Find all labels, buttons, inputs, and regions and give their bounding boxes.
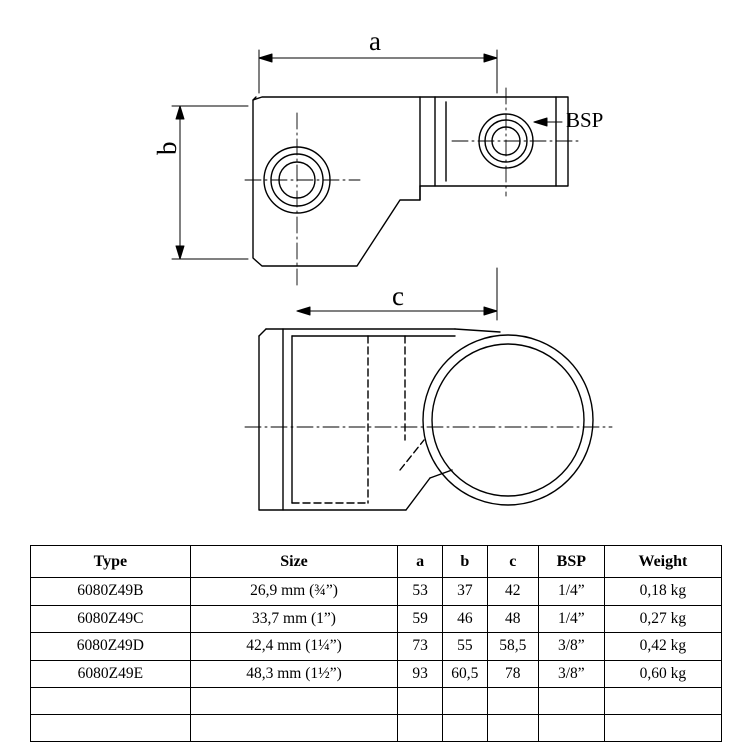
- cell-weight: 0,27 kg: [604, 605, 721, 632]
- cell-b: 55: [443, 633, 488, 660]
- cell-bsp: 1/4”: [538, 605, 604, 632]
- cell-a: 73: [398, 633, 443, 660]
- cell-type: 6080Z49D: [31, 633, 191, 660]
- top-view-body: [253, 97, 568, 266]
- cell-empty: [398, 688, 443, 715]
- cell-size: 42,4 mm (1¼”): [190, 633, 398, 660]
- cell-b: 37: [443, 578, 488, 605]
- cell-c: 48: [487, 605, 538, 632]
- cell-type: 6080Z49C: [31, 605, 191, 632]
- cell-empty: [604, 688, 721, 715]
- cell-empty: [443, 688, 488, 715]
- column-header-size: Size: [190, 546, 398, 578]
- dimension-label-b: b: [152, 141, 182, 155]
- cell-empty: [487, 688, 538, 715]
- cell-weight: 0,60 kg: [604, 660, 721, 687]
- dimension-label-a: a: [369, 26, 381, 56]
- cell-c: 78: [487, 660, 538, 687]
- cell-weight: 0,18 kg: [604, 578, 721, 605]
- cell-empty: [190, 688, 398, 715]
- cell-c: 58,5: [487, 633, 538, 660]
- cell-a: 59: [398, 605, 443, 632]
- cell-c: 42: [487, 578, 538, 605]
- cell-type: 6080Z49E: [31, 660, 191, 687]
- table-row: [31, 660, 722, 687]
- cell-empty: [31, 688, 191, 715]
- column-header-b: b: [443, 546, 488, 578]
- cell-empty: [538, 715, 604, 742]
- column-header-weight: Weight: [604, 546, 721, 578]
- cell-size: 48,3 mm (1½”): [190, 660, 398, 687]
- cell-empty: [31, 715, 191, 742]
- cell-empty: [398, 715, 443, 742]
- cell-size: 26,9 mm (¾”): [190, 578, 398, 605]
- bsp-leader: [534, 118, 562, 126]
- cell-size: 33,7 mm (1”): [190, 605, 398, 632]
- cell-a: 93: [398, 660, 443, 687]
- side-view-body: [259, 329, 500, 510]
- column-header-bsp: BSP: [538, 546, 604, 578]
- cell-empty: [604, 715, 721, 742]
- table-header-row: [31, 546, 722, 578]
- cell-b: 46: [443, 605, 488, 632]
- cell-type: 6080Z49B: [31, 578, 191, 605]
- cell-empty: [443, 715, 488, 742]
- column-header-a: a: [398, 546, 443, 578]
- column-header-c: c: [487, 546, 538, 578]
- cell-empty: [487, 715, 538, 742]
- side-view-boss: [423, 335, 593, 505]
- top-view-centrelines: [245, 88, 580, 287]
- cell-bsp: 3/8”: [538, 633, 604, 660]
- dimension-b: [172, 106, 248, 259]
- dimension-label-c: c: [392, 281, 404, 311]
- table-row: [31, 605, 722, 632]
- cell-empty: [190, 715, 398, 742]
- cell-a: 53: [398, 578, 443, 605]
- bsp-label: BSP: [566, 108, 604, 132]
- cell-empty: [538, 688, 604, 715]
- specification-table-container: [30, 545, 722, 742]
- cell-bsp: 1/4”: [538, 578, 604, 605]
- specification-table: [30, 545, 722, 742]
- cell-weight: 0,42 kg: [604, 633, 721, 660]
- table-row-empty: [31, 715, 722, 742]
- cell-bsp: 3/8”: [538, 660, 604, 687]
- cell-b: 60,5: [443, 660, 488, 687]
- column-header-type: Type: [31, 546, 191, 578]
- table-row: [31, 633, 722, 660]
- table-row: [31, 578, 722, 605]
- table-row-empty: [31, 688, 722, 715]
